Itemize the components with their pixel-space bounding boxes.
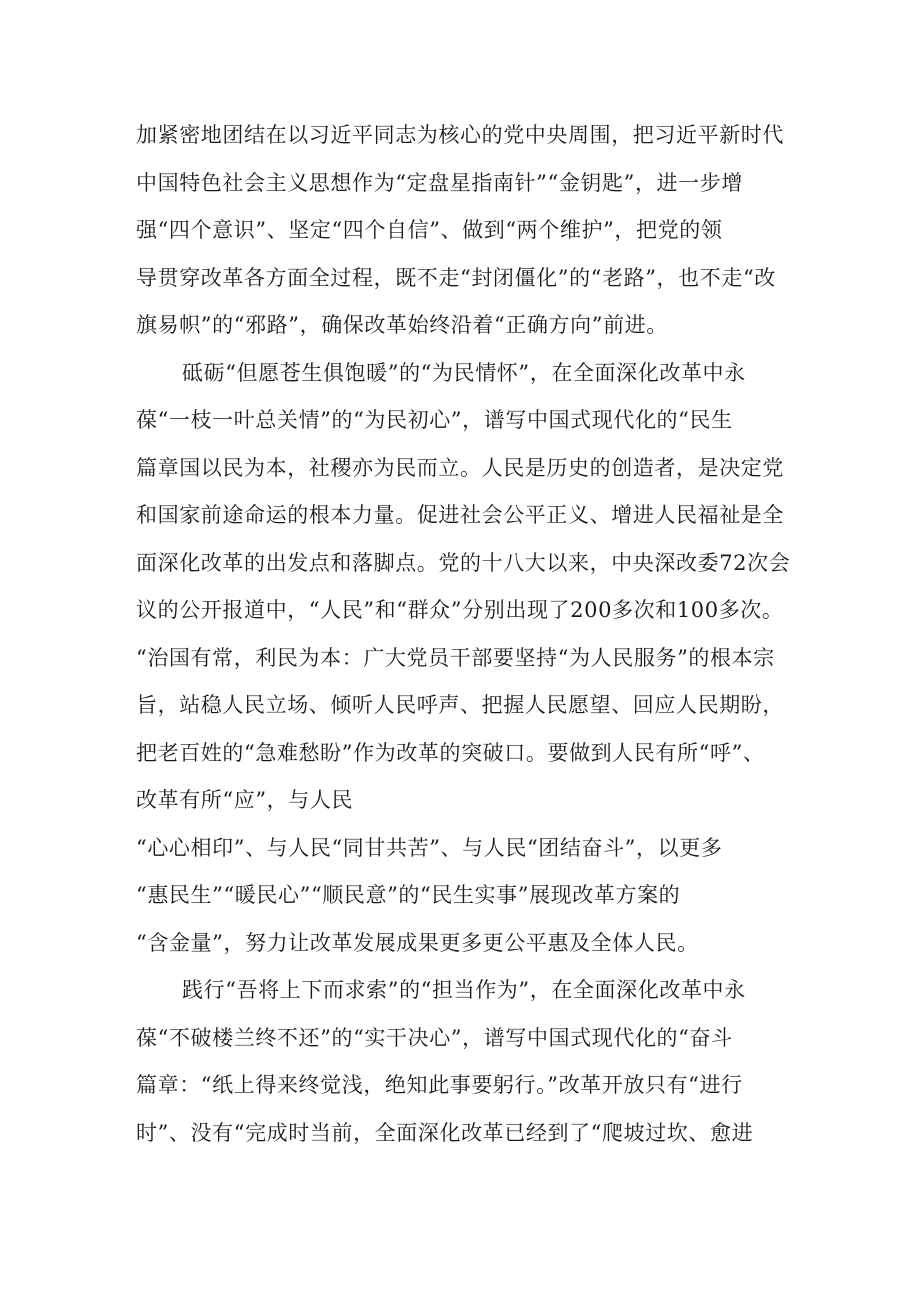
text-line: 葆“不破楼兰终不还”的“实干决心”，谱写中国式现代化的“奋斗	[136, 1025, 733, 1050]
text-line: 葆“一枝一叶总关情”的“为民初心”，谱写中国式现代化的“民生	[136, 408, 733, 432]
document-body	[136, 112, 796, 1157]
text-line: 篇章国以民为本，社稷亦为民而立。人民是历史的创造者，是决定党	[136, 455, 784, 480]
paragraph-start-line: 践行“吾将上下而求索”的“担当作为”，在全面深化改革中永	[182, 978, 746, 1002]
text-line: 时”、没有“完成时当前，全面深化改革已经到了“爬坡过坎、愈进	[136, 1120, 754, 1145]
text-line: 和国家前途命运的根本力量。促进社会公平正义、增进人民福祉是全	[136, 503, 784, 527]
text-line: 把老百姓的“急难愁盼”作为改革的突破口。要做到人民有所“呼”、	[136, 740, 765, 765]
paragraph-start-line: 砥砺“但愿苍生俱饱暖”的“为民情怀”，在全面深化改革中永	[182, 360, 746, 385]
text-line: “治国有常，利民为本：广大党员干部要坚持“为人民服务”的根本宗	[136, 645, 775, 670]
text-line: “惠民生”“暖民心”“顺民意”的“民生实事”展现改革方案的	[136, 883, 681, 907]
text-line: 改革有所“应”，与人民	[136, 788, 354, 812]
text-line: 旗易帜”的“邪路”，确保改革始终沿着“正确方向”前进。	[136, 313, 668, 337]
text-line: 导贯穿改革各方面全过程，既不走“封闭僵化”的“老路”，也不走“改	[136, 265, 776, 290]
text-line: 旨，站稳人民立场、倾听人民呼声、把握人民愿望、回应人民期盼，	[136, 693, 784, 717]
text-line: 篇章：“纸上得来终觉浅，绝知此事要躬行。”改革开放只有“进行	[136, 1073, 743, 1097]
text-line: 面深化改革的出发点和落脚点。党的十八大以来，中央深改委72次会	[136, 550, 791, 575]
text-line: 强“四个意识”、坚定“四个自信”、做到“两个维护”，把党的领	[136, 218, 723, 242]
text-line: “含金量”，努力让改革发展成果更多更公平惠及全体人民。	[136, 930, 699, 955]
text-line: 加紧密地团结在以习近平同志为核心的党中央周围，把习近平新时代	[136, 123, 784, 147]
text-line: 中国特色社会主义思想作为“定盘星指南针”“金钥匙”，进一步增	[136, 170, 743, 195]
text-line: 议的公开报道中，“人民”和“群众”分别出现了200多次和100多次。	[136, 598, 784, 622]
text-line: “心心相印”、与人民“同甘共苦”、与人民“团结奋斗”，以更多	[136, 835, 723, 860]
